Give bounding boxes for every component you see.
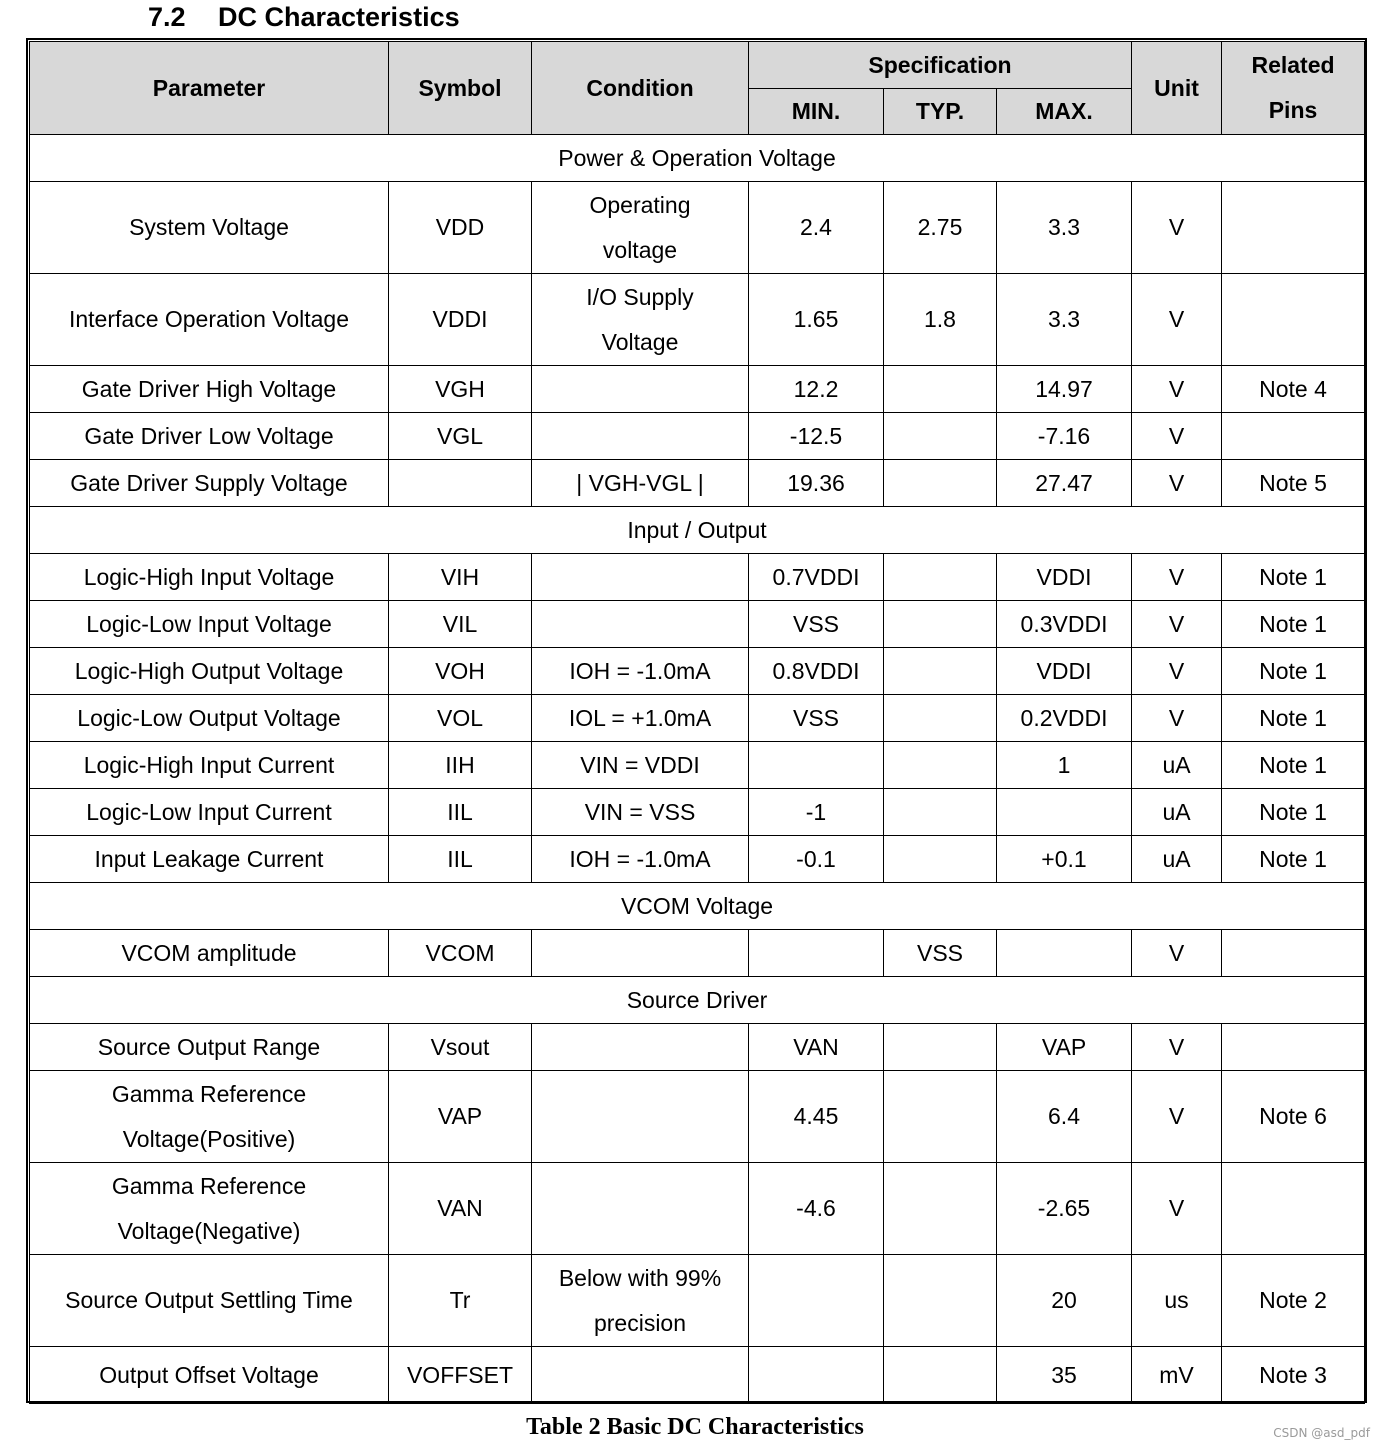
section-row [30,883,1365,930]
cell-parameter [30,182,389,274]
cell-typ [884,1071,997,1163]
cell-parameter [30,930,389,977]
section-row [30,977,1365,1024]
table-row [30,182,1365,274]
cell-condition-line: | VGH-VGL | [576,469,704,496]
section-title-cell: VCOM Voltage [30,883,1365,930]
cell-unit: V [1132,366,1222,413]
cell-min: 0.8VDDI [749,648,884,695]
cell-symbol: VOFFSET [389,1347,532,1404]
cell-min [749,1255,884,1347]
section-number: 7.2 [148,2,186,32]
cell-max: -2.65 [997,1163,1132,1255]
cell-condition [532,366,749,413]
cell-unit: V [1132,1071,1222,1163]
cell-pins [1222,1024,1365,1071]
cell-max: -7.16 [997,413,1132,460]
cell-parameter-line: Voltage(Positive) [122,1125,296,1152]
cell-parameter-line: Input Leakage Current [94,845,324,872]
cell-min [749,742,884,789]
table-row [30,695,1365,742]
cell-symbol: VIL [389,601,532,648]
cell-unit: us [1132,1255,1222,1347]
cell-min: -0.1 [749,836,884,883]
cell-condition [532,601,749,648]
cell-symbol: VAN [389,1163,532,1255]
cell-symbol: VDDI [389,274,532,366]
cell-symbol: Tr [389,1255,532,1347]
table-row [30,1347,1365,1404]
cell-min: 1.65 [749,274,884,366]
cell-max: 27.47 [997,460,1132,507]
header-symbol: Symbol [389,42,532,135]
cell-condition [532,836,749,883]
cell-unit: V [1132,601,1222,648]
table-row [30,648,1365,695]
cell-unit: V [1132,930,1222,977]
cell-unit: V [1132,274,1222,366]
table-row [30,789,1365,836]
cell-parameter-line: Interface Operation Voltage [68,306,350,332]
section-row [30,507,1365,554]
cell-condition-line: Voltage [601,328,679,355]
cell-parameter [30,789,389,836]
cell-max: 3.3 [997,274,1132,366]
cell-condition-line: precision [593,1309,687,1336]
cell-pins: Note 3 [1222,1347,1365,1404]
cell-parameter-line: VCOM amplitude [121,939,297,966]
cell-typ [884,601,997,648]
section-row [30,135,1365,182]
header-parameter: Parameter [30,42,389,135]
header-condition: Condition [532,42,749,135]
cell-symbol: VAP [389,1071,532,1163]
cell-max: 6.4 [997,1071,1132,1163]
cell-pins: Note 1 [1222,789,1365,836]
header-related-pins-line2: Pins [1268,97,1318,123]
cell-min: 2.4 [749,182,884,274]
header-specification: Specification [749,42,1132,89]
cell-max: VDDI [997,554,1132,601]
cell-min: -1 [749,789,884,836]
cell-symbol: VIH [389,554,532,601]
table-row [30,460,1365,507]
cell-pins [1222,182,1365,274]
cell-parameter [30,366,389,413]
cell-parameter [30,1255,389,1347]
cell-min: -12.5 [749,413,884,460]
cell-parameter-line: Gate Driver Low Voltage [84,422,334,449]
section-title-cell: Power & Operation Voltage [30,135,1365,182]
cell-symbol: VGH [389,366,532,413]
cell-condition-line: Operating [589,191,691,218]
cell-parameter-line: Logic-High Input Voltage [83,563,335,590]
cell-max: 0.2VDDI [997,695,1132,742]
cell-max: 1 [997,742,1132,789]
cell-unit: V [1132,554,1222,601]
cell-condition [532,930,749,977]
cell-typ [884,366,997,413]
cell-min: -4.6 [749,1163,884,1255]
cell-symbol: VDD [389,182,532,274]
cell-max: +0.1 [997,836,1132,883]
cell-pins: Note 5 [1222,460,1365,507]
cell-typ [884,1163,997,1255]
cell-max: VDDI [997,648,1132,695]
cell-pins: Note 4 [1222,366,1365,413]
cell-parameter [30,1024,389,1071]
header-max: MAX. [997,89,1132,135]
cell-pins: Note 2 [1222,1255,1365,1347]
cell-min: 19.36 [749,460,884,507]
cell-condition [532,182,749,274]
header-related-pins [1222,42,1365,135]
table-row [30,554,1365,601]
table-row [30,1163,1365,1255]
cell-unit: uA [1132,836,1222,883]
cell-symbol: Vsout [389,1024,532,1071]
table-row [30,1071,1365,1163]
cell-parameter [30,1163,389,1255]
cell-max: 3.3 [997,182,1132,274]
cell-min: VSS [749,601,884,648]
cell-pins [1222,930,1365,977]
cell-pins [1222,413,1365,460]
cell-parameter-line: System Voltage [129,214,289,240]
cell-condition-line: Below with 99% [558,1264,722,1291]
cell-parameter [30,648,389,695]
cell-max: 35 [997,1347,1132,1404]
section-title: DC Characteristics [218,2,460,32]
cell-condition [532,1347,749,1404]
cell-condition [532,1024,749,1071]
cell-parameter [30,1347,389,1404]
cell-max: 20 [997,1255,1132,1347]
cell-typ [884,789,997,836]
cell-parameter-line: Logic-High Input Current [83,751,335,778]
cell-parameter [30,1071,389,1163]
table-header [30,42,1365,135]
table-row [30,1024,1365,1071]
cell-parameter [30,274,389,366]
cell-typ: 1.8 [884,274,997,366]
cell-symbol: IIL [389,789,532,836]
cell-typ [884,1347,997,1404]
cell-typ [884,460,997,507]
cell-parameter-line: Source Output Range [97,1033,321,1060]
cell-parameter [30,460,389,507]
cell-unit: V [1132,1024,1222,1071]
cell-condition [532,1255,749,1347]
cell-parameter-line: Logic-Low Input Voltage [86,610,332,637]
cell-symbol: VOL [389,695,532,742]
cell-typ [884,413,997,460]
header-min: MIN. [749,89,884,135]
cell-symbol: VOH [389,648,532,695]
cell-min [749,930,884,977]
cell-max [997,930,1132,977]
cell-parameter-line: Gate Driver High Voltage [81,375,337,402]
cell-max: 14.97 [997,366,1132,413]
table-row [30,413,1365,460]
cell-condition [532,1163,749,1255]
cell-max: 0.3VDDI [997,601,1132,648]
cell-condition-line: IOH = -1.0mA [569,845,711,872]
cell-typ: 2.75 [884,182,997,274]
cell-min: 4.45 [749,1071,884,1163]
cell-symbol [389,460,532,507]
header-related-pins-line1: Related [1251,52,1335,78]
cell-condition [532,648,749,695]
cell-min: 12.2 [749,366,884,413]
cell-parameter-line: Source Output Settling Time [65,1287,353,1313]
cell-condition [532,413,749,460]
table-row [30,836,1365,883]
cell-condition [532,789,749,836]
cell-parameter-line: Logic-Low Output Voltage [77,704,341,731]
cell-min [749,1347,884,1404]
cell-pins: Note 1 [1222,601,1365,648]
cell-typ [884,742,997,789]
cell-symbol: VCOM [389,930,532,977]
cell-unit: V [1132,460,1222,507]
header-typ: TYP. [884,89,997,135]
table-row [30,601,1365,648]
cell-parameter-line: Logic-High Output Voltage [74,657,344,684]
cell-pins: Note 1 [1222,836,1365,883]
cell-min: VAN [749,1024,884,1071]
cell-typ [884,1024,997,1071]
table-row [30,274,1365,366]
cell-symbol: IIH [389,742,532,789]
cell-typ: VSS [884,930,997,977]
header-unit: Unit [1132,42,1222,135]
cell-condition-line: VIN = VSS [584,798,696,825]
cell-typ [884,836,997,883]
cell-unit: V [1132,1163,1222,1255]
cell-pins: Note 1 [1222,648,1365,695]
cell-pins [1222,274,1365,366]
cell-pins: Note 6 [1222,1071,1365,1163]
cell-parameter-line: Output Offset Voltage [99,1361,319,1388]
cell-unit: V [1132,182,1222,274]
cell-parameter-line: Gamma Reference [111,1172,307,1199]
cell-unit: V [1132,648,1222,695]
cell-unit: V [1132,695,1222,742]
cell-typ [884,648,997,695]
cell-parameter [30,836,389,883]
cell-pins [1222,1163,1365,1255]
cell-condition-line: I/O Supply [586,283,694,310]
cell-condition [532,742,749,789]
table-row [30,1255,1365,1347]
watermark: CSDN @asd_pdf [1273,1426,1370,1440]
dc-characteristics-table [29,41,1365,1404]
table-body [30,135,1365,1404]
cell-pins: Note 1 [1222,742,1365,789]
cell-symbol: IIL [389,836,532,883]
cell-typ [884,695,997,742]
section-heading [148,0,460,34]
cell-condition [532,554,749,601]
cell-parameter-line: Gamma Reference [111,1080,307,1107]
cell-parameter [30,695,389,742]
cell-typ [884,1255,997,1347]
cell-pins: Note 1 [1222,554,1365,601]
cell-min: 0.7VDDI [749,554,884,601]
cell-parameter-line: Voltage(Negative) [117,1217,301,1244]
cell-max: VAP [997,1024,1132,1071]
cell-pins: Note 1 [1222,695,1365,742]
cell-min: VSS [749,695,884,742]
cell-condition-line: IOH = -1.0mA [569,657,711,684]
cell-max [997,789,1132,836]
cell-condition [532,695,749,742]
cell-parameter-line: Gate Driver Supply Voltage [70,469,348,496]
cell-typ [884,554,997,601]
cell-symbol: VGL [389,413,532,460]
cell-unit: mV [1132,1347,1222,1404]
cell-unit: uA [1132,789,1222,836]
cell-parameter-line: Logic-Low Input Current [86,798,332,825]
table-row [30,930,1365,977]
cell-condition-line: IOL = +1.0mA [568,704,712,731]
section-title-cell: Input / Output [30,507,1365,554]
cell-parameter [30,601,389,648]
table-row [30,366,1365,413]
cell-unit: uA [1132,742,1222,789]
table-row [30,742,1365,789]
cell-condition-line: VIN = VDDI [580,751,700,778]
cell-condition-line: voltage [602,236,678,263]
cell-unit: V [1132,413,1222,460]
cell-parameter [30,413,389,460]
section-title-cell: Source Driver [30,977,1365,1024]
table-caption: Table 2 Basic DC Characteristics [526,1414,864,1440]
cell-condition [532,460,749,507]
cell-condition [532,274,749,366]
cell-parameter [30,742,389,789]
cell-condition [532,1071,749,1163]
cell-parameter [30,554,389,601]
